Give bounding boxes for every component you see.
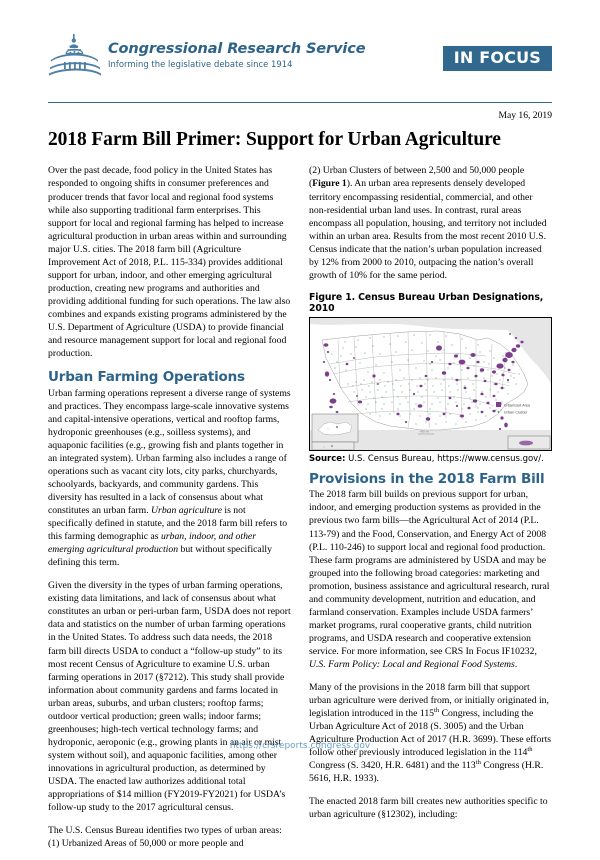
paragraph-urban-farming-definition — [48, 387, 291, 570]
footer-url[interactable]: https://crsreports.congress.gov — [229, 741, 371, 751]
puerto-rico-inset — [508, 436, 550, 449]
ordinal-suffix: th — [434, 706, 440, 714]
italic-statutory-phrase: urban, indoor, and other emerging agricultural production — [48, 531, 256, 556]
figure-reference: Figure 1 — [312, 178, 347, 190]
figure-caption: Figure 1. Census Bureau Urban Designations, 2010 — [309, 291, 544, 314]
paragraph-census-urban-areas: The U.S. Census Bureau identifies two types of urban areas: (1) Urbanized Areas of 50,000 or more people and — [48, 825, 282, 850]
text-fragment: The 2018 farm bill builds on previous support for urban, indoor, and emerging production systems as provided in the previous two farm bills—the Agricultural Act of 2014 (P.L. 113-79) and the Food, Conservation, and Energy Act of 2008 (P.L. 110-246) to support local and regional food production. These farm programs are administered by USDA and may be grouped into the following broad categories: marketing and promotion, business assistance and agricultural research, rural and community development, nutrition and education, and farmland conservation. Examples include USDA farmers’ market programs, rural cooperative grants, child nutrition programs, and USDA research and cooperative extension service. For more information, see CRS In Focus IF10232, — [309, 489, 550, 657]
text-fragment: Congress, including the Urban Agriculture Act of 2018 (S. 3005) and the Urban Agriculture Production Act of 2017 (H.R. 3699). These efforts follow other previously introduced legislation in the 114 — [309, 708, 552, 759]
text-fragment: ). An urban area represents densely developed territory encompassing residential, commercial, and other non-residential urban land uses. In contrast, rural areas encompass all population, housing, and territory not included within an urban area. Results from the most recent 2010 U.S. Census indicate that the nation’s urban population increased by 12% from 2000 to 2010, outpacing the nation’s overall growth of 10% for the same period. — [309, 178, 547, 281]
heading-provisions-2018-farm-bill: Provisions in the 2018 Farm Bill — [309, 470, 545, 487]
italic-urban-agriculture: Urban agriculture — [151, 505, 222, 517]
text-fragment: Many of the provisions in the 2018 farm bill that support urban agriculture were derived from, or initially originated in, legislation introduced in the 115 — [309, 682, 549, 720]
paragraph-urban-clusters — [309, 164, 552, 281]
ordinal-suffix: th — [475, 759, 481, 767]
masthead — [48, 0, 552, 94]
text-fragment: but without specifically defining this term. — [48, 544, 272, 569]
crs-logo — [48, 32, 366, 84]
svg-text:Urbanized Area: Urbanized Area — [504, 403, 531, 408]
ordinal-suffix: th — [527, 746, 533, 754]
crs-wordmark — [108, 32, 366, 69]
figure-source — [309, 454, 552, 464]
body-columns — [48, 164, 552, 860]
paragraph-data-limitations: Given the diversity in the types of urban farming operations, existing data limitations, and lack of consensus about what constitutes an urban or peri-urban farm, USDA does not report data and statistics on the number of urban farming operations in the United States. To address such data needs, the 2018 farm bill directs USDA to conduct a “follow-up study” to its most recent Census of Agriculture to examine U.S. urban farming operations in 2017 (§7212). This study shall provide information about community gardens and farms located in urban areas, suburbs, and urban clusters; rooftop farms; outdoor vertical production; green walls; indoor farms; greenhouses; high-tech vertical technology farms; and hydroponic, aeroponic (e.g., growing plants in an air or mist system without soil), and aquaponic facilities, among other innovations in agricultural production, as determined by USDA. The enacted law authorizes additional total appropriations of $14 million (FY2019-FY2021) for USDA’s follow-up study to the 2017 agricultural census. — [48, 580, 291, 814]
intro-paragraph: Over the past decade, food policy in the United States has responded to ongoing shifts in consumer preferences and producer trends that favor local and regional food systems while also supporting traditional farm enterprises. This support for local and regional farming has helped to increase agricultural production in urban areas within and surrounding major U.S. cities. The 2018 farm bill (Agriculture Improvement Act of 2018, P.L. 115-334) provides additional support for urban, indoor, and other emerging agricultural production, creating new programs and authorities and providing additional funding for such operations. The law also combines and expands existing programs administered by the U.S. Department of Agriculture (USDA) to provide financial and resource management support for local and regional food production. — [48, 165, 291, 360]
us-urban-designations-map — [310, 318, 551, 450]
source-text: U.S. Census Bureau, https://www.census.gov/. — [345, 453, 544, 464]
hawaii-inset — [312, 442, 354, 450]
alaska-inset — [312, 414, 358, 442]
in-focus-badge: IN FOCUS — [443, 46, 552, 71]
paragraph-previous-farm-bills — [309, 488, 552, 671]
heading-urban-farming-operations: Urban Farming Operations — [48, 369, 245, 386]
capitol-dome-icon — [48, 33, 102, 84]
page-title: 2018 Farm Bill Primer: Support for Urban Agriculture — [48, 129, 501, 150]
text-fragment: Congress (S. 3420, H.R. 6481) and the 113 — [309, 760, 476, 772]
paragraph-new-authorities: The enacted 2018 farm bill creates new authorities specific to urban agriculture (§12302), including: — [309, 796, 548, 821]
svg-text:400 mi: 400 mi — [420, 430, 430, 434]
right-column — [309, 164, 552, 860]
text-fragment: (2) Urban Clusters of between 2,500 and 50,000 people ( — [309, 165, 525, 190]
text-fragment: Congress (H.R. 5616, H.R. 1933). — [309, 760, 544, 785]
crs-tagline: Informing the legislative debate since 1914 — [108, 59, 293, 70]
text-fragment: Urban farming operations represent a diverse range of systems and practices. They encompass large-scale innovative systems and capital-intensive operations, vertical and rooftop farms, hydroponic greenhouses (e.g., soilless systems), and aquaponic facilities (e.g., growing fish and plants together in an integrated system). Urban farming also includes a range of operations such as vacant city lots, city parks, churchyards, schoolyards, backyards, and community gardens. This diversity has resulted in a lack of consensus about what constitutes an urban farm. — [48, 387, 291, 517]
publication-date: May 16, 2019 — [498, 110, 552, 121]
text-fragment: . — [514, 658, 518, 670]
paragraph-legislative-origins — [309, 681, 552, 785]
text-fragment: is not specifically defined in statute, and the 2018 farm bill refers to this farming demographic as — [48, 505, 288, 543]
masthead-divider — [48, 102, 552, 103]
left-column — [48, 164, 291, 860]
source-label: Source: — [309, 453, 346, 464]
italic-crs-report-title: U.S. Farm Policy: Local and Regional Food Systems — [309, 658, 515, 670]
svg-text:Urban Cluster: Urban Cluster — [504, 410, 528, 415]
crs-org-name: Congressional Research Service — [108, 41, 366, 57]
figure-1 — [309, 292, 552, 464]
figure-image-frame — [309, 317, 552, 451]
